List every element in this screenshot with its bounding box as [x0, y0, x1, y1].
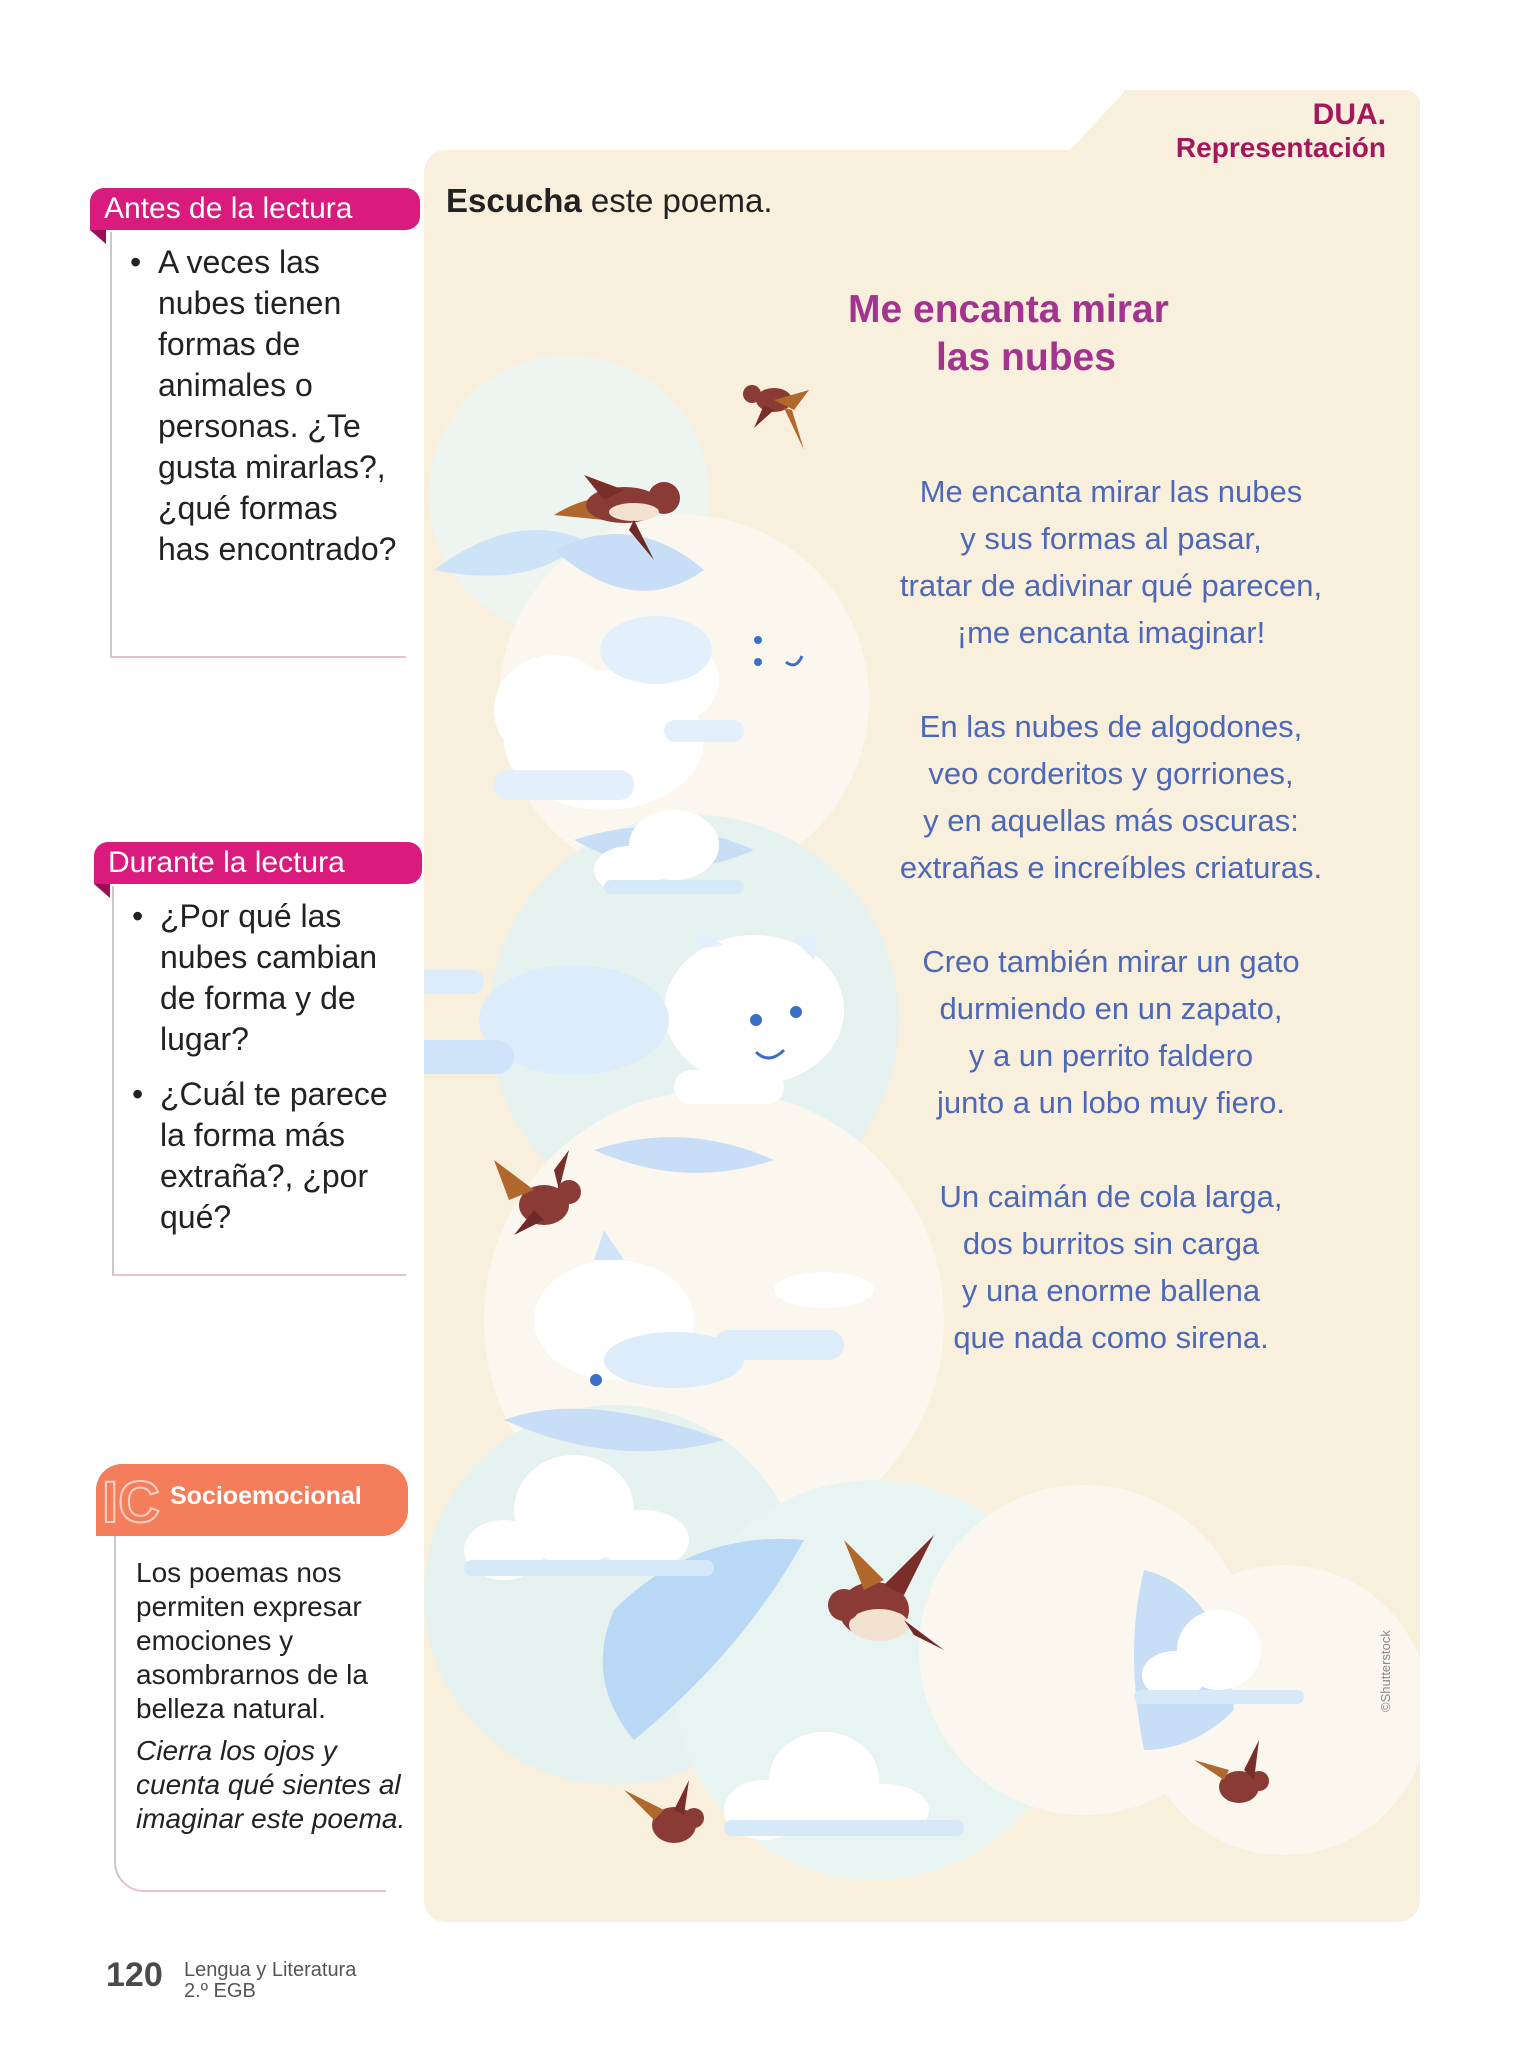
poem-line: Me encanta mirar las nubes	[919, 474, 1303, 509]
dua-label-line2: Representación	[1175, 132, 1386, 163]
socioemocional-prompt: Cierra los ojos y cuenta qué sientes al imaginar este poema.	[136, 1735, 406, 1834]
sparrow-bird	[624, 1780, 704, 1843]
poem-title-line1: Me encanta mirar	[848, 288, 1169, 331]
dua-label-line1: DUA.	[1312, 98, 1386, 131]
poem-line: que nada como sirena.	[953, 1320, 1269, 1355]
socioemocional-header	[96, 1464, 408, 1536]
poem-line: tratar de adivinar qué parecen,	[899, 568, 1323, 603]
poem-line: Un caimán de cola larga,	[939, 1179, 1283, 1214]
antes-header-fold	[90, 230, 106, 244]
poem-line: y sus formas al pasar,	[960, 521, 1262, 556]
poem-line: Creo también mirar un gato	[922, 944, 1300, 979]
poem-title-line2: las nubes	[936, 336, 1116, 379]
intro-instruction	[446, 182, 773, 220]
poem-line: durmiendo en un zapato,	[939, 991, 1283, 1026]
ic-logo-icon	[100, 1470, 164, 1530]
poem-line: veo corderitos y gorriones,	[928, 756, 1294, 791]
poem-stanza	[846, 1173, 1376, 1361]
socioemocional-body: Los poemas nos permiten expresar emociones y asombrarnos de la belleza natural.	[136, 1557, 368, 1724]
socioemocional-text	[136, 1556, 416, 1836]
durante-question: • ¿Por qué las nubes cambian de forma y de lugar?	[114, 896, 414, 1060]
durante-question: • ¿Cuál te parece la forma más extraña?, ¿por qué?	[114, 1074, 414, 1238]
durante-header-fold	[94, 884, 110, 898]
antes-list	[112, 242, 398, 584]
poem-line: y a un perrito faldero	[968, 1038, 1254, 1073]
socioemocional-title: Socioemocional	[170, 1482, 362, 1510]
durante-header: Durante la lectura	[94, 842, 422, 884]
footer-subject	[184, 1960, 356, 2002]
durante-list	[114, 896, 414, 1252]
footer-grade: 2.º EGB	[184, 1980, 256, 2002]
intro-rest: este poema.	[581, 182, 773, 219]
antes-header: Antes de la lectura	[90, 188, 420, 230]
intro-bold: Escucha	[446, 182, 582, 219]
poem-body	[846, 468, 1376, 1408]
poem-stanza	[846, 468, 1376, 656]
ic-logo-text: IC	[102, 1470, 160, 1530]
poem-stanza	[846, 938, 1376, 1126]
footer-subject-name: Lengua y Literatura	[184, 1959, 357, 1981]
poem-line: y una enorme ballena	[961, 1273, 1261, 1308]
poem-stanza	[846, 703, 1376, 891]
poem-line: junto a un lobo muy fiero.	[936, 1085, 1286, 1120]
poem-line: En las nubes de algodones,	[919, 709, 1303, 744]
dua-tab-notch	[1070, 90, 1126, 150]
poem-title	[848, 286, 1169, 382]
poem-line: dos burritos sin carga	[962, 1226, 1260, 1261]
poem-line: ¡me encanta imaginar!	[956, 615, 1266, 650]
poem-line: extrañas e increíbles criaturas.	[899, 850, 1323, 885]
page-number: 120	[106, 1956, 163, 1994]
sparrow-bird	[743, 385, 809, 450]
image-credit: ©Shutterstock	[1378, 1630, 1393, 1712]
poem-line: y en aquellas más oscuras:	[923, 803, 1299, 838]
antes-question: • A veces las nubes tienen formas de animales o personas. ¿Te gusta mirarlas?, ¿qué formas has encontrado?	[112, 242, 398, 570]
